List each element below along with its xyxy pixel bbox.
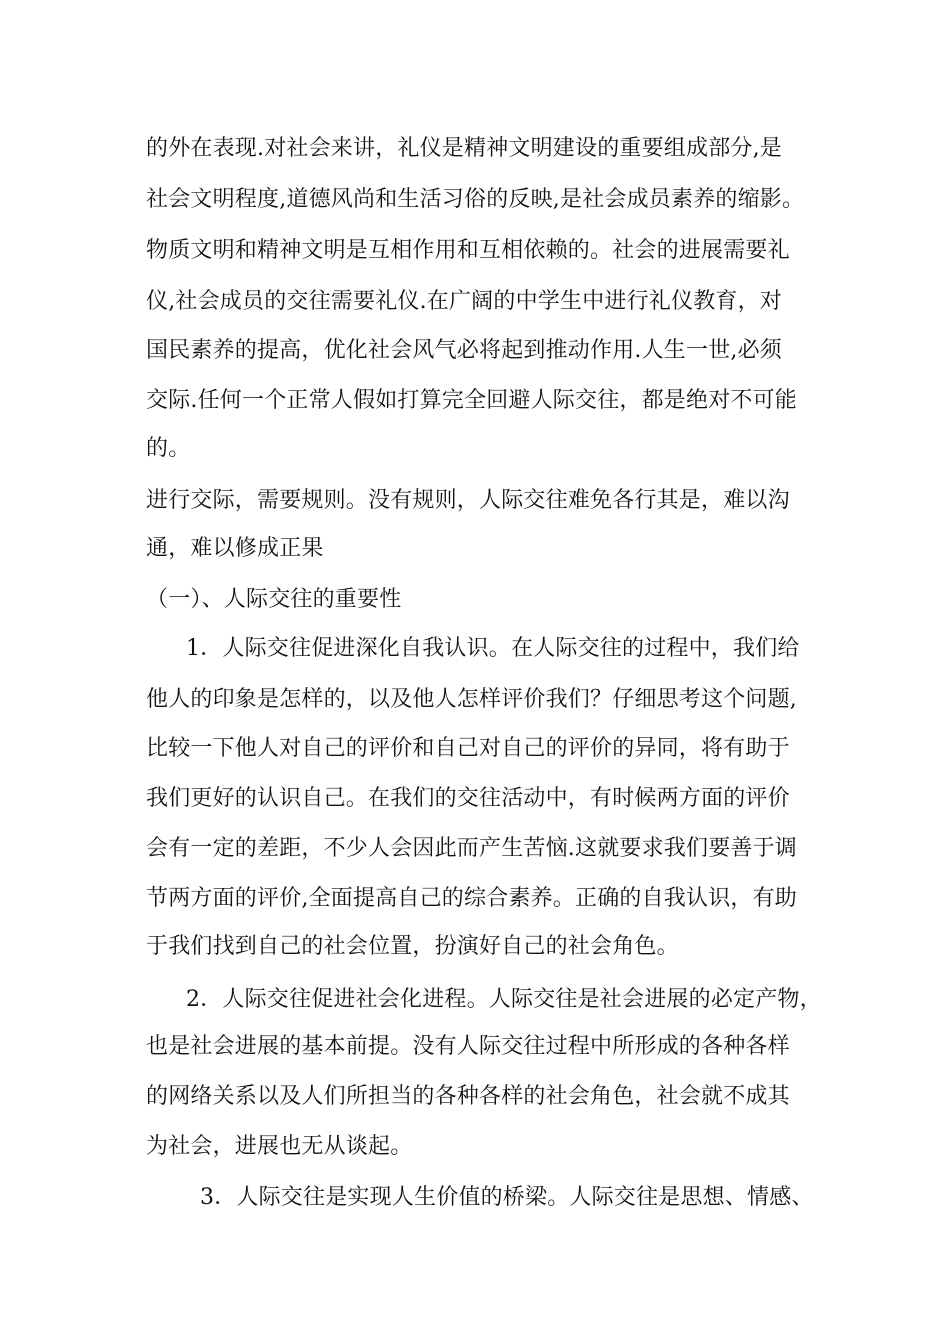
text-line: 交际.任何一个正常人假如打算完全回避人际交往，都是绝对不可能 bbox=[146, 388, 797, 413]
text-line: 通，难以修成正果 bbox=[146, 536, 324, 561]
paragraph-first-line: 3．人际交往是实现人生价值的桥梁。人际交往是思想、情感、 bbox=[200, 1185, 814, 1210]
text-line: 物质文明和精神文明是互相作用和互相依赖的。社会的进展需要礼 bbox=[146, 238, 790, 263]
text-line: 比较一下他人对自己的评价和自己对自己的评价的异同，将有助于 bbox=[146, 736, 790, 761]
text-line: 的网络关系以及人们所担当的各种各样的社会角色，社会就不成其 bbox=[146, 1084, 790, 1109]
text-line: 仪,社会成员的交往需要礼仪.在广阔的中学生中进行礼仪教育，对 bbox=[146, 289, 782, 314]
text-line: 的外在表现.对社会来讲，礼仪是精神文明建设的重要组成部分,是 bbox=[146, 136, 782, 161]
text-line: 社会文明程度,道德风尚和生活习俗的反映,是社会成员素养的缩影。 bbox=[146, 187, 805, 212]
text-line: 他人的印象是怎样的，以及他人怎样评价我们？仔细思考这个问题, bbox=[146, 687, 797, 712]
text-line: 的。 bbox=[146, 436, 191, 461]
paragraph-first-line: 2．人际交往促进社会化进程。人际交往是社会进展的必定产物， bbox=[186, 987, 822, 1012]
text-line: 节两方面的评价,全面提高自己的综合素养。正确的自我认识，有助 bbox=[146, 886, 797, 911]
section-heading: （一）、人际交往的重要性 bbox=[146, 587, 402, 612]
text-line: 为社会，进展也无从谈起。 bbox=[146, 1134, 413, 1159]
text-line: 也是社会进展的基本前提。没有人际交往过程中所形成的各种各样 bbox=[146, 1034, 790, 1059]
text-line: 于我们找到自己的社会位置，扮演好自己的社会角色。 bbox=[146, 934, 679, 959]
text-line: 国民素养的提高，优化社会风气必将起到推动作用.人生一世,必须 bbox=[146, 338, 782, 363]
paragraph-first-line: 1．人际交往促进深化自我认识。在人际交往的过程中，我们给 bbox=[186, 636, 800, 661]
text-line: 会有一定的差距，不少人会因此而产生苦恼.这就要求我们要善于调 bbox=[146, 836, 797, 861]
text-line: 我们更好的认识自己。在我们的交往活动中，有时候两方面的评价 bbox=[146, 786, 790, 811]
text-line: 进行交际，需要规则。没有规则，人际交往难免各行其是，难以沟 bbox=[146, 488, 790, 513]
